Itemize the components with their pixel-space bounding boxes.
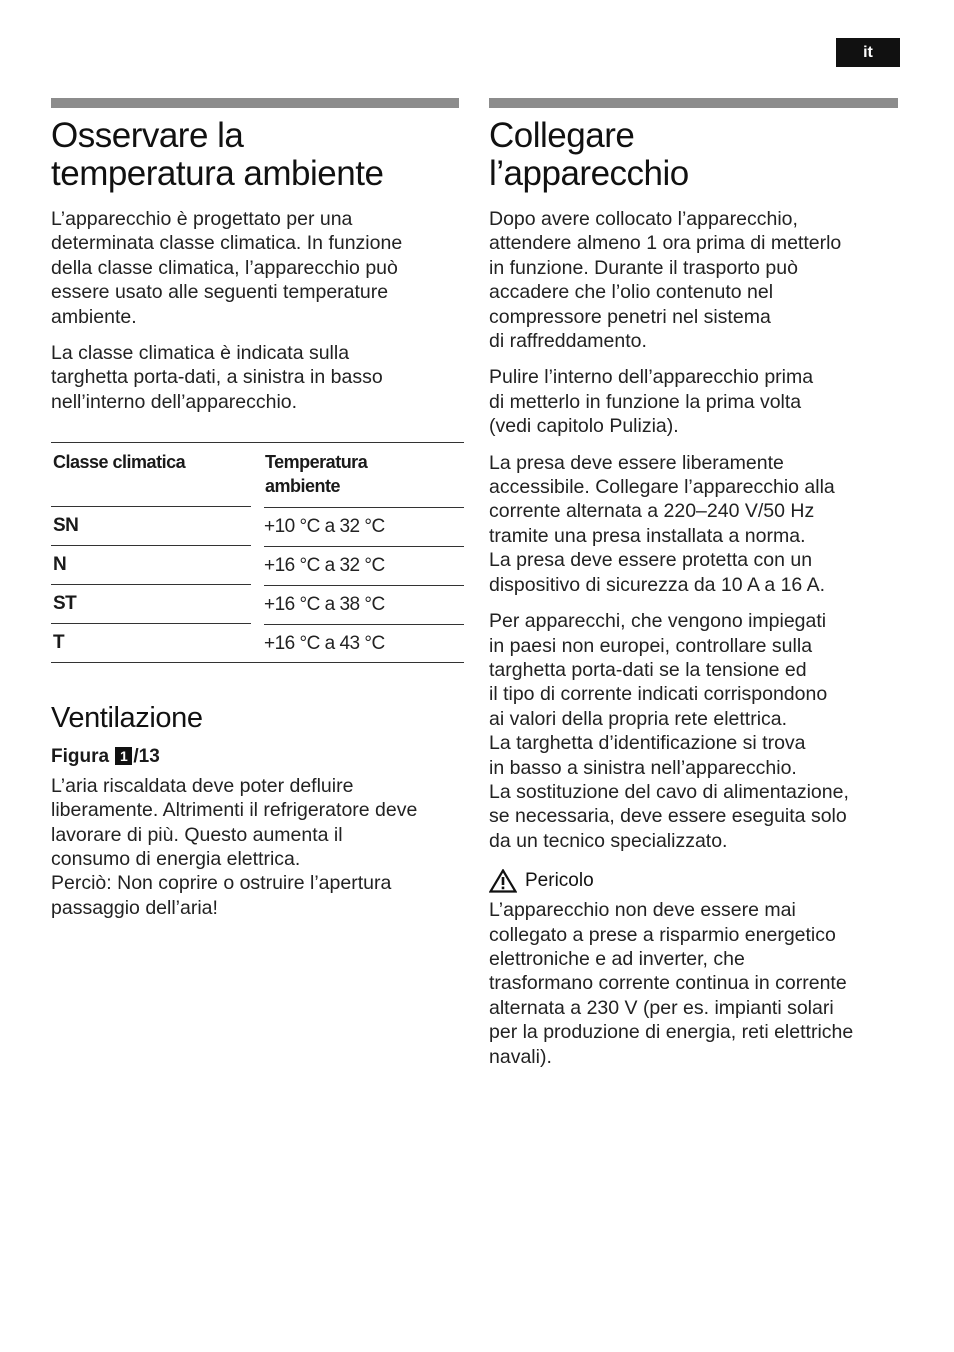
section-divider-bar xyxy=(51,98,459,108)
header-line: ambiente xyxy=(265,476,341,497)
climate-class-cell: T xyxy=(51,623,251,662)
temperature-range-cell xyxy=(251,545,464,584)
temperature-range-text: +16 °C a 38 °C xyxy=(264,585,464,623)
table-row xyxy=(51,506,464,545)
paragraph: Per apparecchi, che vengono impiegati in paesi non europei, controllare sulla targhetta porta-dati se la tensione ed il tipo di corrente indicati corrispondono ai valori della propria rete elettrica. La targhetta d’identificazione si trova in basso a sinistra nell’apparecchio. La sostituzione del cavo di alimentazione, se necessaria, deve essere eseguita solo da un tecnico specializzato. xyxy=(489,610,849,852)
paragraph: La presa deve essere liberamente accessibile. Collegare l’apparecchio alla corrente alternata a 220–240 V/50 Hz tramite una presa installata a norma. La presa deve essere protetta con un dispositivo di sicurezza da 10 A a 16 A. xyxy=(489,451,835,596)
figure-number-badge: 1 xyxy=(115,747,132,765)
section-title-temperature xyxy=(51,117,464,193)
warning-text: L’apparecchio non deve essere mai collegato a prese a risparmio energetico elettroniche e ad inverter, che trasformano corrente continua in corrente alternata a 230 V (per es. impianti solari per la produzione di energia, reti elettriche navali). xyxy=(489,899,854,1068)
temperature-range-text: +16 °C a 32 °C xyxy=(264,546,464,584)
title-line: Collegare xyxy=(489,116,635,155)
warning-triangle-icon xyxy=(489,869,517,893)
title-line: temperatura ambiente xyxy=(51,154,384,193)
temperature-range-cell xyxy=(251,506,464,545)
warning-heading xyxy=(489,869,898,893)
temperature-range-cell xyxy=(251,623,464,662)
temperature-range-text: +16 °C a 43 °C xyxy=(264,624,464,662)
section-title-connect xyxy=(489,117,898,193)
table-header-temperature xyxy=(251,443,464,507)
table-header-class: Classe climatica xyxy=(51,443,251,507)
climate-class-table xyxy=(51,442,464,663)
figure-suffix: /13 xyxy=(133,745,160,767)
table-row xyxy=(51,584,464,623)
paragraph: L’aria riscaldata deve poter defluire liberamente. Altrimenti il refrigeratore deve lavorare di più. Questo aumenta il consumo di energia elettrica. Perciò: Non coprire o ostruire l’apertura passaggio dell’aria! xyxy=(51,774,418,919)
temperature-range-cell xyxy=(251,584,464,623)
figure-prefix: Figura xyxy=(51,745,115,767)
climate-class-cell: N xyxy=(51,545,251,584)
right-column xyxy=(489,98,898,1081)
section-divider-bar xyxy=(489,98,898,108)
table-row xyxy=(51,623,464,662)
left-column xyxy=(51,98,464,932)
paragraph: La classe climatica è indicata sulla targhetta porta-dati, a sinistra in basso nell’interno dell’apparecchio. xyxy=(51,342,383,413)
warning-label: Pericolo xyxy=(525,870,594,892)
paragraph: L’apparecchio è progettato per una determinata classe climatica. In funzione della classe climatica, l’apparecchio può essere usato alle seguenti temperature ambiente. xyxy=(51,208,403,328)
paragraph: Pulire l’interno dell’apparecchio prima di metterlo in funzione la prima volta (vedi capitolo Pulizia). xyxy=(489,366,814,438)
temperature-range-text: +10 °C a 32 °C xyxy=(264,507,464,545)
language-badge: it xyxy=(836,38,900,67)
title-line: Osservare la xyxy=(51,116,244,155)
section-title-ventilation: Ventilazione xyxy=(51,701,203,734)
climate-class-cell: SN xyxy=(51,506,251,545)
header-line: Temperatura xyxy=(265,452,368,473)
figure-reference xyxy=(51,745,464,769)
climate-class-cell: ST xyxy=(51,584,251,623)
title-line: l’apparecchio xyxy=(489,154,689,193)
paragraph: Dopo avere collocato l’apparecchio, attendere almeno 1 ora prima di metterlo in funzione. Durante il trasporto può accadere che l’olio contenuto nel compressore penetri nel sistema di raffreddamento. xyxy=(489,208,842,353)
table-row xyxy=(51,545,464,584)
